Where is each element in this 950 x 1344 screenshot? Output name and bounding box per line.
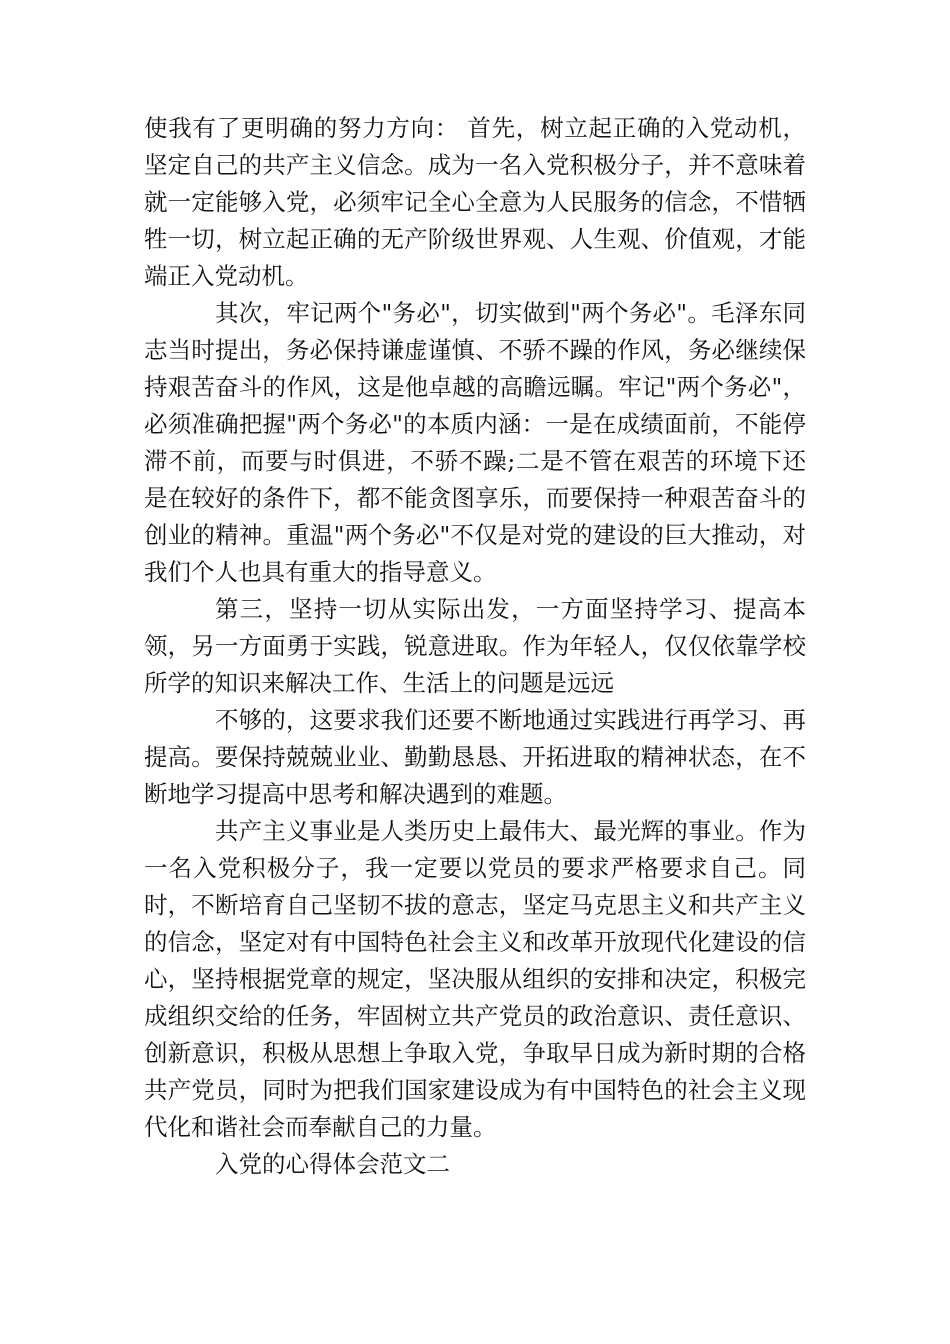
section-heading-sample-two: 入党的心得体会范文二 [215,1150,450,1178]
paragraph-entry-motive: 使我有了更明确的努力方向： 首先，树立起正确的入党动机，坚定自己的共产主义信念。成为一名入党积极分子，并不意味着就一定能够入党，必须牢记全心全意为人民服务的信念，不惜牺牲一切，树立起正确的无产阶级世界观、人生观、价值观，才能端正入党动机。 [144,114,806,290]
paragraph-two-musts: 其次，牢记两个"务必"，切实做到"两个务必"。毛泽东同志当时提出，务必保持谦虚谨慎、不骄不躁的作风，务必继续保持艰苦奋斗的作风，这是他卓越的高瞻远瞩。牢记"两个务必"，必须准确把握"两个务必"的本质内涵：一是在成绩面前，不能停滞不前，而要与时俱进，不骄不躁;二是不管在艰苦的环境下还是在较好的条件下，都不能贪图享乐，而要保持一种艰苦奋斗的创业的精神。重温"两个务必"不仅是对党的建设的巨大推动，对我们个人也具有重大的指导意义。 [144,299,806,586]
paragraph-conclusion: 共产主义事业是人类历史上最伟大、最光辉的事业。作为一名入党积极分子，我一定要以党员的要求严格要求自己。同时，不断培育自己坚韧不拔的意志，坚定马克思主义和共产主义的信念，坚定对有中国特色社会主义和改革开放现代化建设的信心，坚持根据党章的规定，坚决服从组织的安排和决定，积极完成组织交给的任务，牢固树立共产党员的政治意识、责任意识、创新意识，积极从思想上争取入党，争取早日成为新时期的合格共产党员，同时为把我们国家建设成为有中国特色的社会主义现代化和谐社会而奉献自己的力量。 [144,817,806,1141]
paragraph-continued-learning: 不够的，这要求我们还要不断地通过实践进行再学习、再提高。要保持兢兢业业、勤勤恳恳、开拓进取的精神状态，在不断地学习提高中思考和解决遇到的难题。 [144,706,806,808]
paragraph-practice: 第三，坚持一切从实际出发，一方面坚持学习、提高本领，另一方面勇于实践，锐意进取。作为年轻人，仅仅依靠学校所学的知识来解决工作、生活上的问题是远远 [144,595,806,697]
document-body [144,110,806,1183]
